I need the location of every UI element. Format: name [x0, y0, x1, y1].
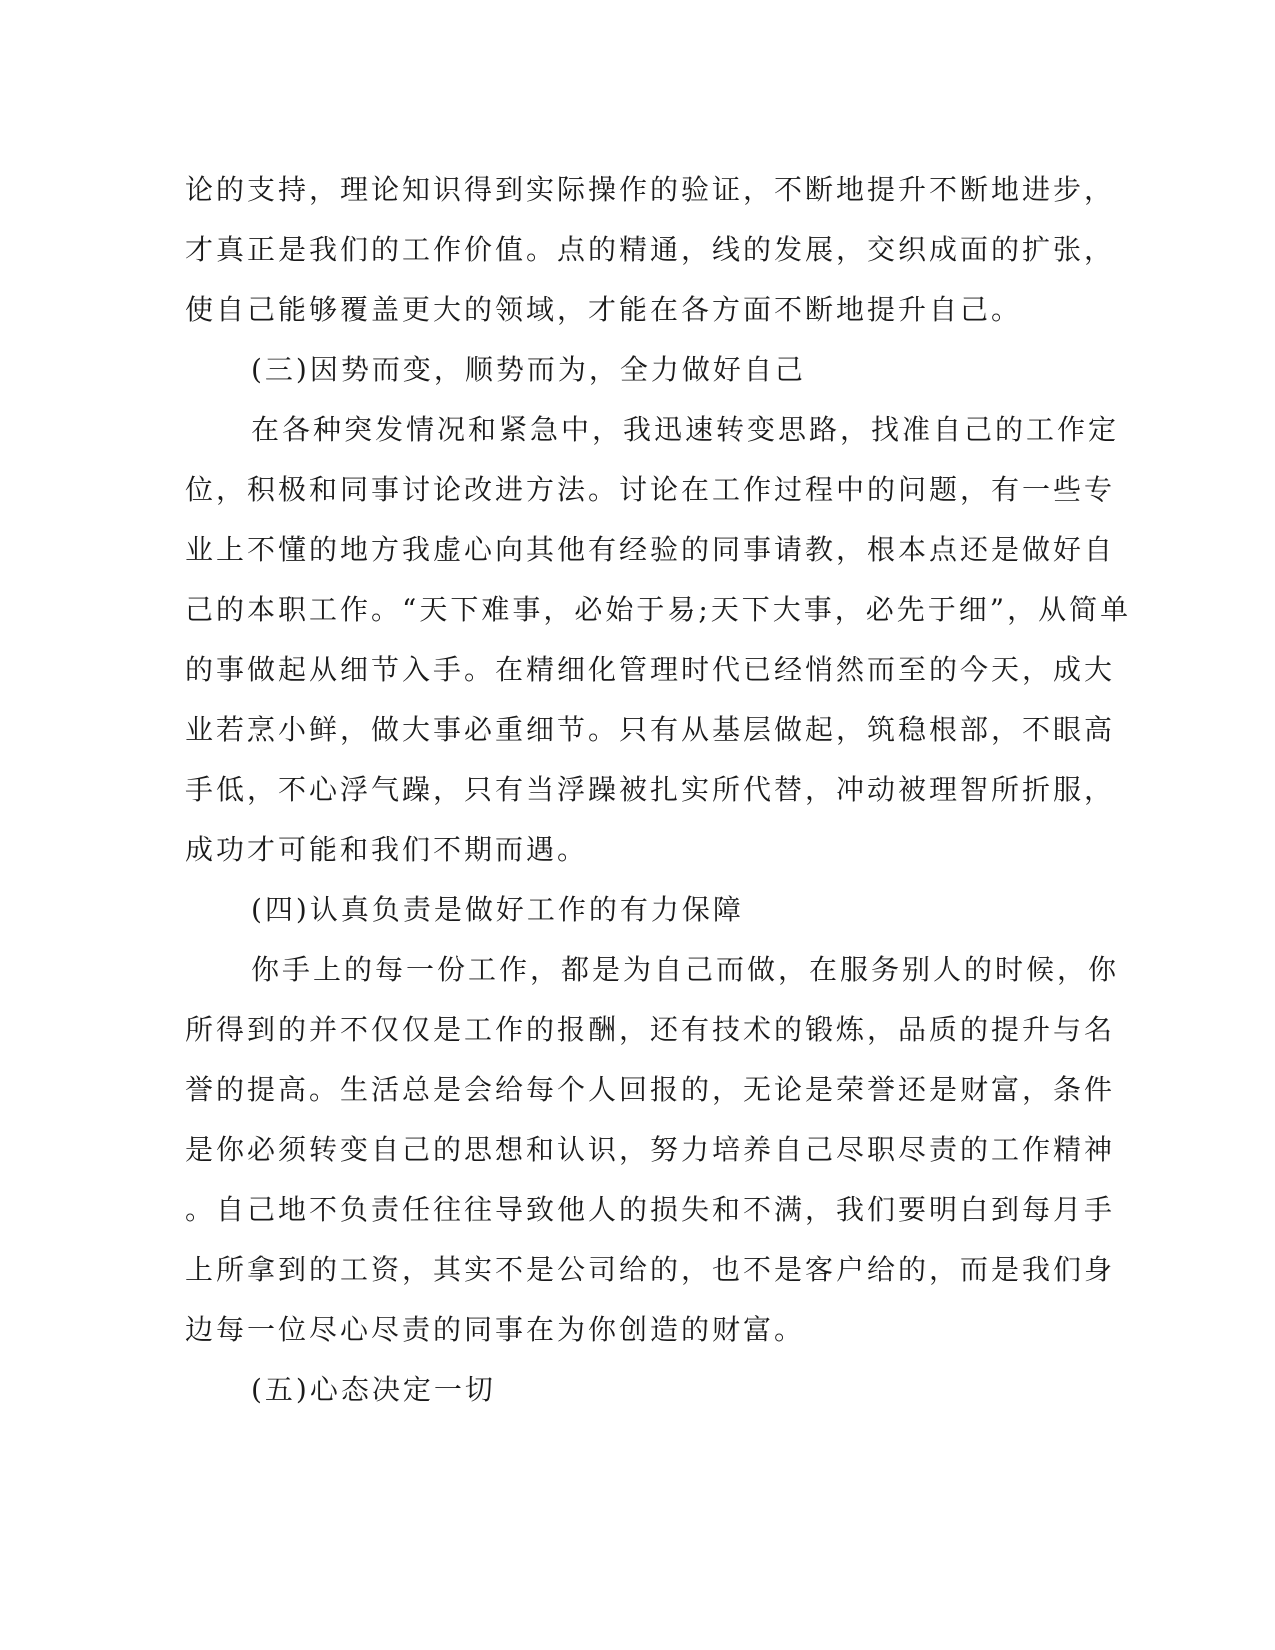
paragraph-line: 论的支持，理论知识得到实际操作的验证，不断地提升不断地进步， — [185, 173, 1116, 206]
paragraph-line: 手低，不心浮气躁，只有当浮躁被扎实所代替，冲动被理智所折服， — [185, 773, 1116, 806]
paragraph-line: 业上不懂的地方我虚心向其他有经验的同事请教，根本点还是做好自 — [185, 533, 1116, 566]
paragraph-line: 边每一位尽心尽责的同事在为你创造的财富。 — [185, 1313, 806, 1346]
paragraph-line: 所得到的并不仅仅是工作的报酬，还有技术的锻炼，品质的提升与名 — [185, 1013, 1116, 1046]
section-heading-3: (三)因势而变，顺势而为，全力做好自己 — [251, 353, 806, 386]
paragraph-line: 你手上的每一份工作，都是为自己而做，在服务别人的时候，你 — [251, 953, 1120, 986]
paragraph-line: 在各种突发情况和紧急中，我迅速转变思路，找准自己的工作定 — [251, 413, 1120, 446]
paragraph-line: 位，积极和同事讨论改进方法。讨论在工作过程中的问题，有一些专 — [185, 473, 1116, 506]
paragraph-line: 。自己地不负责任往往导致他人的损失和不满，我们要明白到每月手 — [185, 1193, 1116, 1226]
paragraph-line: 的事做起从细节入手。在精细化管理时代已经悄然而至的今天，成大 — [185, 653, 1116, 686]
paragraph-line: 是你必须转变自己的思想和认识，努力培养自己尽职尽责的工作精神 — [185, 1133, 1116, 1166]
paragraph-line: 才真正是我们的工作价值。点的精通，线的发展，交织成面的扩张， — [185, 233, 1116, 266]
paragraph-line: 上所拿到的工资，其实不是公司给的，也不是客户给的，而是我们身 — [185, 1253, 1116, 1286]
document-body — [185, 160, 1132, 1420]
paragraph-line: 使自己能够覆盖更大的领域，才能在各方面不断地提升自己。 — [185, 293, 1023, 326]
section-heading-4: (四)认真负责是做好工作的有力保障 — [251, 893, 744, 926]
paragraph-line: 誉的提高。生活总是会给每个人回报的，无论是荣誉还是财富，条件 — [185, 1073, 1116, 1106]
paragraph-line: 成功才可能和我们不期而遇。 — [185, 833, 589, 866]
paragraph-line: 业若烹小鲜，做大事必重细节。只有从基层做起，筑稳根部，不眼高 — [185, 713, 1116, 746]
paragraph-line: 己的本职工作。“天下难事，必始于易;天下大事，必先于细”，从简单 — [185, 593, 1132, 626]
section-heading-5: (五)心态决定一切 — [251, 1373, 496, 1406]
